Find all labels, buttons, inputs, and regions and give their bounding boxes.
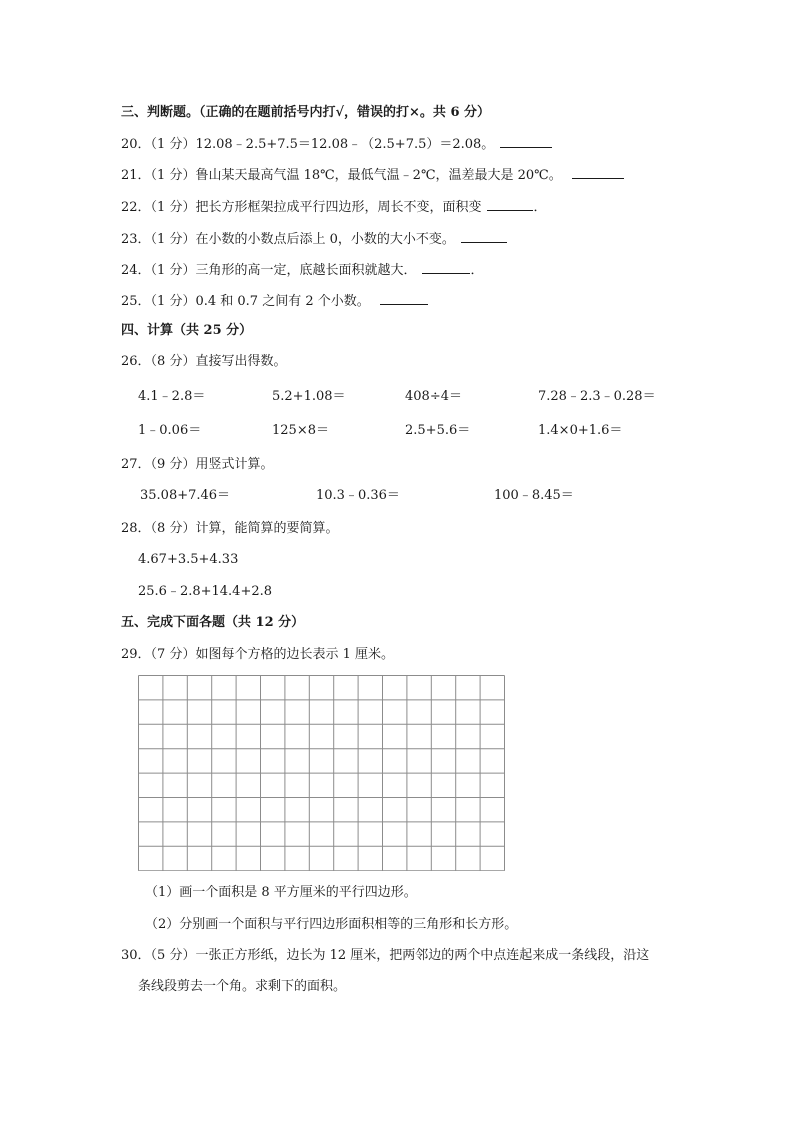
answer-blank[interactable] [422,261,470,274]
question-29-label: 29．（7 分）如图每个方格的边长表示 1 厘米。 [121,647,394,662]
question-30-line1: 30．（5 分）一张正方形纸，边长为 12 厘米，把两邻边的两个中点连起来成一条线段，沿这 [121,948,650,963]
calc-item: 35.08+7.46＝ [140,488,231,503]
answer-blank[interactable] [500,135,552,148]
question-22 [121,198,546,216]
section-5-title: 五、完成下面各题（共 12 分） [121,615,305,630]
calc-item: 2.5+5.6＝ [405,423,471,438]
question-20 [121,135,552,153]
question-number: 24． [121,263,151,278]
question-29-sub2: （2）分别画一个面积与平行四边形面积相等的三角形和长方形。 [145,917,518,932]
question-28-label: 28．（8 分）计算，能简算的要简算。 [121,521,339,536]
calc-item: 4.1﹣2.8＝ [138,389,206,404]
calc-item: 4.67+3.5+4.33 [138,552,239,567]
question-number: 25． [121,294,151,309]
question-text: （1 分）把长方形框架拉成平行四边形，周长不变，面积变 [150,200,482,215]
question-27-label: 27．（9 分）用竖式计算。 [121,457,274,472]
answer-blank[interactable] [572,166,624,179]
question-26-label: 26．（8 分）直接写出得数。 [121,354,287,369]
calc-item: 10.3﹣0.36＝ [316,488,400,503]
question-text: （1 分）12.08﹣2.5+7.5＝12.08﹣（2.5+7.5）＝2.08。 [150,137,495,152]
question-text: （1 分）0.4 和 0.7 之间有 2 个小数。 [150,294,370,309]
question-tail: ． [470,263,484,278]
question-23 [121,230,507,248]
calc-item: 408÷4＝ [405,389,462,404]
question-text: （1 分）在小数的小数点后添上 0，小数的大小不变。 [150,232,455,247]
calc-item: 1.4×0+1.6＝ [538,423,623,438]
question-29-sub1: （1）画一个面积是 8 平方厘米的平行四边形。 [145,885,417,900]
calc-item: 25.6﹣2.8+14.4+2.8 [138,584,273,599]
question-25 [121,292,428,310]
question-30-line2: 条线段剪去一个角。求剩下的面积。 [138,979,347,994]
question-21 [121,166,624,184]
section-4-title: 四、计算（共 25 分） [121,323,253,338]
question-number: 21． [121,168,151,183]
answer-blank[interactable] [461,230,507,243]
calc-item: 100﹣8.45＝ [494,488,574,503]
question-24 [121,261,483,279]
calc-item: 5.2+1.08＝ [272,389,346,404]
question-number: 23． [121,232,151,247]
section-3-title: 三、判断题。（正确的在题前括号内打√，错误的打×。共 6 分） [121,105,491,120]
question-number: 22． [121,200,151,215]
square-grid[interactable] [138,675,506,871]
question-tail: ． [533,200,547,215]
question-number: 20． [121,137,151,152]
answer-blank[interactable] [487,198,533,211]
question-text: （1 分）三角形的高一定，底越长面积就越大． [150,263,417,278]
question-text: （1 分）鲁山某天最高气温 18℃，最低气温﹣2℃，温差最大是 20℃。 [150,168,562,183]
answer-blank[interactable] [380,292,428,305]
calc-item: 7.28﹣2.3﹣0.28＝ [538,389,656,404]
calc-item: 1﹣0.06＝ [138,423,202,438]
calc-item: 125×8＝ [272,423,329,438]
